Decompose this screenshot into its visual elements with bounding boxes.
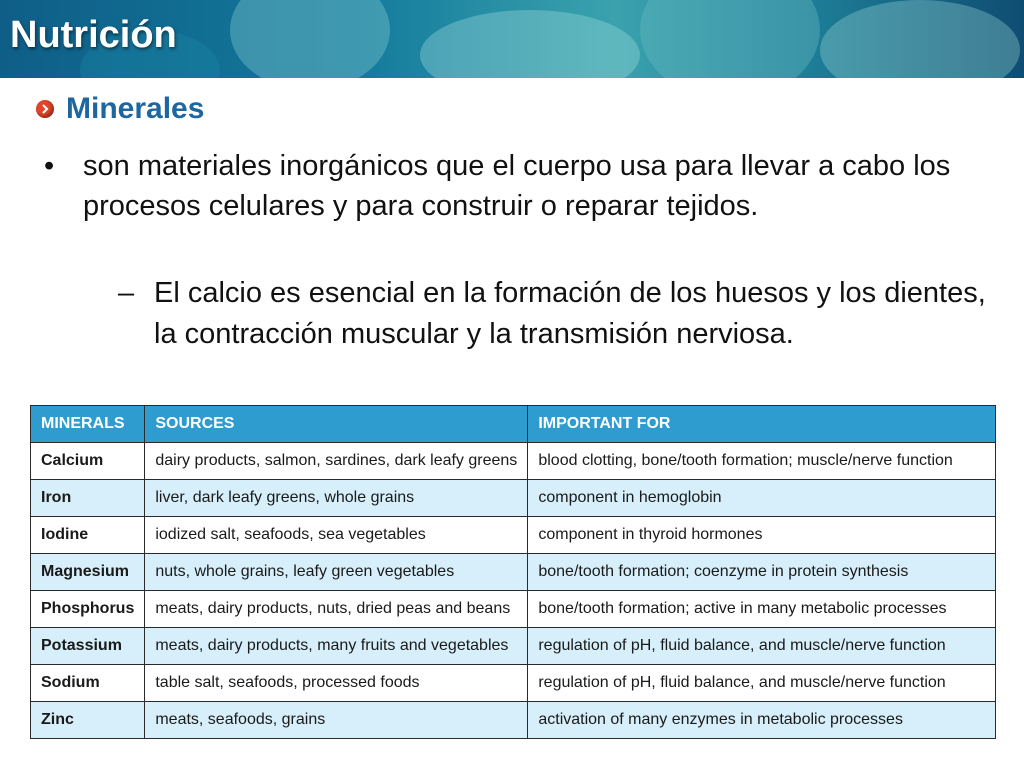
- mineral-cell: Calcium: [31, 443, 145, 480]
- important-cell: component in hemoglobin: [528, 480, 996, 517]
- bullet-main-text: son materiales inorgánicos que el cuerpo usa para llevar a cabo los procesos celulares y para construir o reparar tejidos.: [83, 150, 951, 222]
- header-decoration: [420, 10, 640, 78]
- table-row: [31, 665, 996, 702]
- sources-cell: dairy products, salmon, sardines, dark leafy greens: [145, 443, 528, 480]
- column-header-minerals: MINERALS: [31, 406, 145, 443]
- bullet-dash-icon: –: [118, 277, 135, 309]
- slide-title: Nutrición: [10, 14, 177, 56]
- sources-cell: meats, dairy products, many fruits and vegetables: [145, 628, 528, 665]
- important-cell: bone/tooth formation; coenzyme in protein synthesis: [528, 554, 996, 591]
- column-header-important-for: IMPORTANT FOR: [528, 406, 996, 443]
- section-subtitle: Minerales: [66, 92, 205, 125]
- sources-cell: table salt, seafoods, processed foods: [145, 665, 528, 702]
- header-decoration: [640, 0, 820, 78]
- mineral-cell: Iodine: [31, 517, 145, 554]
- sources-cell: meats, dairy products, nuts, dried peas and beans: [145, 591, 528, 628]
- section-heading: [36, 92, 204, 126]
- mineral-cell: Iron: [31, 480, 145, 517]
- important-cell: regulation of pH, fluid balance, and muscle/nerve function: [528, 665, 996, 702]
- minerals-table: [30, 405, 996, 739]
- table-header-row: [31, 406, 996, 443]
- important-cell: component in thyroid hormones: [528, 517, 996, 554]
- table-row: [31, 628, 996, 665]
- sources-cell: nuts, whole grains, leafy green vegetables: [145, 554, 528, 591]
- mineral-cell: Potassium: [31, 628, 145, 665]
- table-row: [31, 591, 996, 628]
- sources-cell: meats, seafoods, grains: [145, 702, 528, 739]
- column-header-sources: SOURCES: [145, 406, 528, 443]
- header-banner: [0, 0, 1024, 78]
- important-cell: regulation of pH, fluid balance, and muscle/nerve function: [528, 628, 996, 665]
- mineral-cell: Sodium: [31, 665, 145, 702]
- mineral-cell: Phosphorus: [31, 591, 145, 628]
- important-cell: bone/tooth formation; active in many metabolic processes: [528, 591, 996, 628]
- chevron-right-icon: [36, 100, 54, 118]
- sources-cell: iodized salt, seafoods, sea vegetables: [145, 517, 528, 554]
- header-decoration: [820, 0, 1020, 78]
- sources-cell: liver, dark leafy greens, whole grains: [145, 480, 528, 517]
- header-decoration: [230, 0, 390, 78]
- bullet-sub-text: El calcio es esencial en la formación de los huesos y los dientes, la contracción muscular y la transmisión nerviosa.: [154, 277, 986, 350]
- mineral-cell: Magnesium: [31, 554, 145, 591]
- table-row: [31, 480, 996, 517]
- table-row: [31, 702, 996, 739]
- table-row: [31, 554, 996, 591]
- table-row: [31, 517, 996, 554]
- mineral-cell: Zinc: [31, 702, 145, 739]
- table-row: [31, 443, 996, 480]
- important-cell: activation of many enzymes in metabolic processes: [528, 702, 996, 739]
- important-cell: blood clotting, bone/tooth formation; muscle/nerve function: [528, 443, 996, 480]
- bullet-dot-icon: •: [44, 150, 55, 182]
